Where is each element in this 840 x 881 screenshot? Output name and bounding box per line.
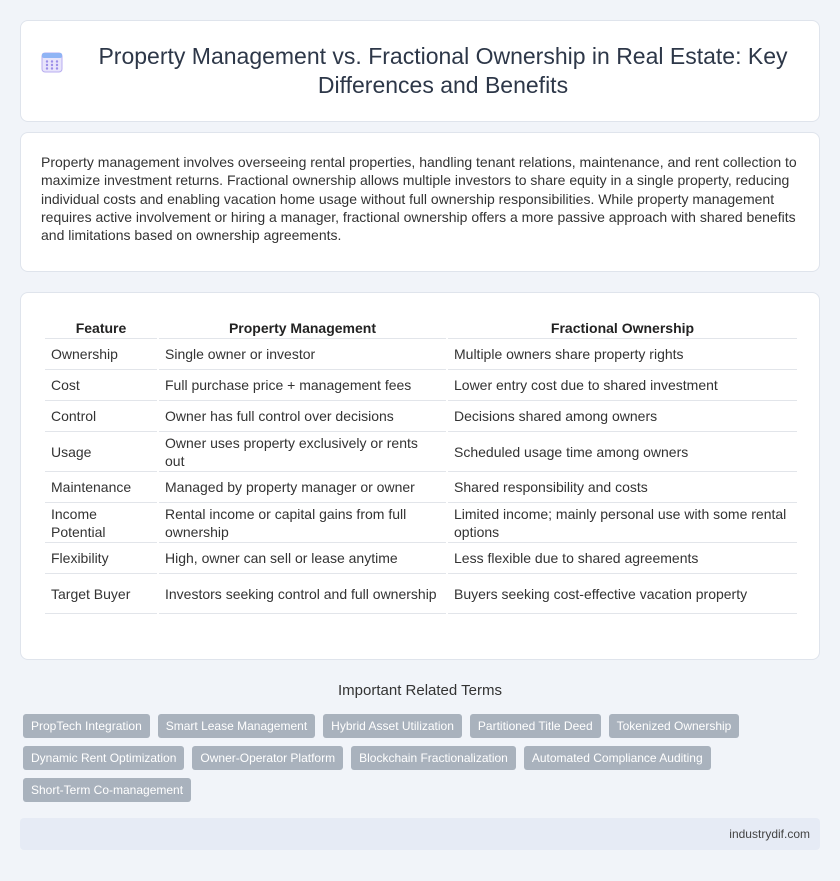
page-title: Property Management vs. Fractional Ownership in Real Estate: Key Differences and Benefits <box>98 43 788 98</box>
cell-fractional-ownership: Lower entry cost due to shared investment <box>448 370 797 401</box>
cell-feature: Income Potential <box>45 503 157 543</box>
cell-property-management: Owner has full control over decisions <box>159 401 446 432</box>
cell-feature: Ownership <box>45 339 157 370</box>
header-property-management: Property Management <box>159 313 446 339</box>
cell-feature: Cost <box>45 370 157 401</box>
footer-site-link[interactable]: industrydif.com <box>729 827 810 841</box>
cell-property-management: Rental income or capital gains from full ownership <box>159 503 446 543</box>
related-term-tag[interactable]: Smart Lease Management <box>158 714 315 738</box>
related-term-tag[interactable]: Blockchain Fractionalization <box>351 746 516 770</box>
related-term-tag[interactable]: Automated Compliance Auditing <box>524 746 711 770</box>
cell-property-management: Managed by property manager or owner <box>159 472 446 503</box>
table-row <box>45 339 797 370</box>
related-terms-list <box>23 714 823 802</box>
table-row <box>45 401 797 432</box>
cell-feature: Usage <box>45 432 157 472</box>
title-card <box>20 20 820 122</box>
calendar-grid-icon <box>40 50 64 74</box>
comparison-table <box>43 313 799 614</box>
table-row <box>45 543 797 574</box>
cell-fractional-ownership: Buyers seeking cost-effective vacation property <box>448 574 797 614</box>
footer <box>20 818 820 850</box>
related-term-tag[interactable]: Dynamic Rent Optimization <box>23 746 184 770</box>
table-row <box>45 370 797 401</box>
cell-property-management: High, owner can sell or lease anytime <box>159 543 446 574</box>
cell-fractional-ownership: Scheduled usage time among owners <box>448 432 797 472</box>
cell-property-management: Full purchase price + management fees <box>159 370 446 401</box>
intro-card <box>20 132 820 272</box>
table-row <box>45 574 797 614</box>
cell-property-management: Owner uses property exclusively or rents out <box>159 432 446 472</box>
related-term-tag[interactable]: Tokenized Ownership <box>609 714 740 738</box>
related-terms-title: Important Related Terms <box>338 682 502 699</box>
cell-feature: Target Buyer <box>45 574 157 614</box>
header-fractional-ownership: Fractional Ownership <box>448 313 797 339</box>
cell-fractional-ownership: Decisions shared among owners <box>448 401 797 432</box>
cell-feature: Flexibility <box>45 543 157 574</box>
cell-fractional-ownership: Less flexible due to shared agreements <box>448 543 797 574</box>
table-row <box>45 503 797 543</box>
table-row <box>45 472 797 503</box>
table-row <box>45 432 797 472</box>
cell-property-management: Investors seeking control and full ownership <box>159 574 446 614</box>
cell-property-management: Single owner or investor <box>159 339 446 370</box>
cell-fractional-ownership: Shared responsibility and costs <box>448 472 797 503</box>
cell-fractional-ownership: Limited income; mainly personal use with some rental options <box>448 503 797 543</box>
table-header-row <box>45 313 797 339</box>
header-feature: Feature <box>45 313 157 339</box>
related-term-tag[interactable]: Short-Term Co-management <box>23 778 191 802</box>
related-term-tag[interactable]: PropTech Integration <box>23 714 150 738</box>
title-wrap <box>40 42 800 100</box>
cell-feature: Control <box>45 401 157 432</box>
related-term-tag[interactable]: Partitioned Title Deed <box>470 714 601 738</box>
related-term-tag[interactable]: Owner-Operator Platform <box>192 746 343 770</box>
intro-paragraph: Property management involves overseeing rental properties, handling tenant relations, maintenance, and rent collection to maximize investment returns. Fractional ownership allows multiple investors to share equity in a single property, reducing individual costs and enabling vacation home usage without full ownership responsibilities. While property management requires active involvement or hiring a manager, fractional ownership offers a more passive approach with shared benefits and limitations based on ownership agreements. <box>41 154 797 244</box>
related-term-tag[interactable]: Hybrid Asset Utilization <box>323 714 462 738</box>
cell-feature: Maintenance <box>45 472 157 503</box>
comparison-card <box>20 292 820 660</box>
cell-fractional-ownership: Multiple owners share property rights <box>448 339 797 370</box>
